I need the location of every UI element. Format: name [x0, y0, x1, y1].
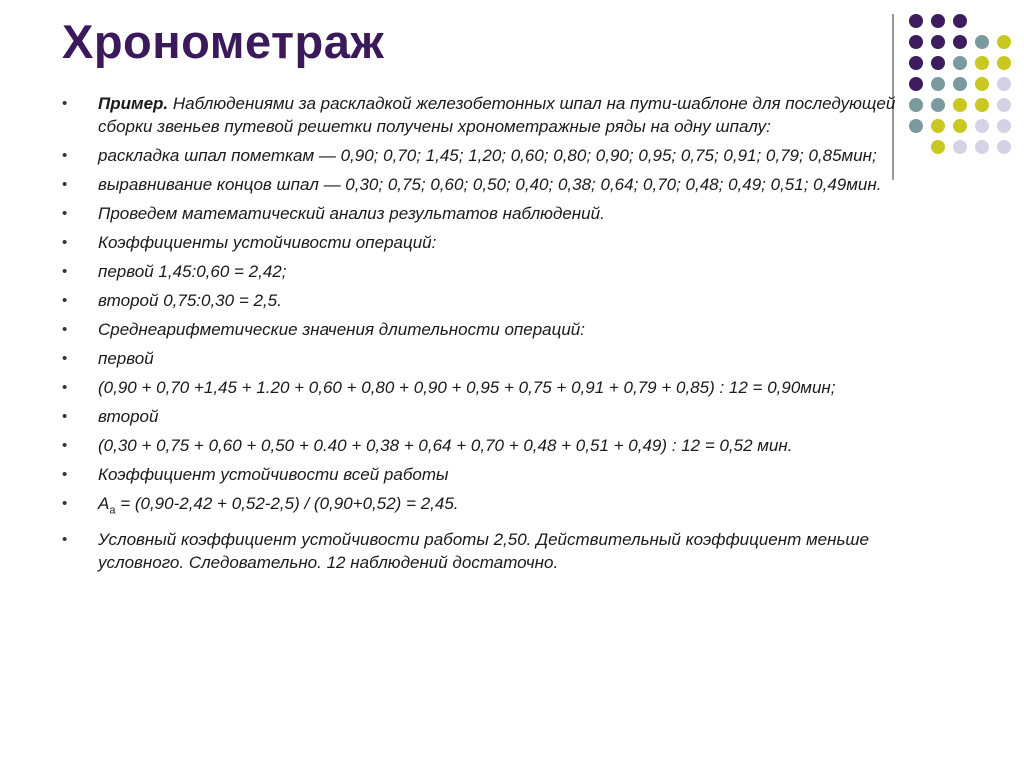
slide-title: Хронометраж — [62, 15, 385, 68]
bullet-icon: • — [62, 321, 68, 338]
list-item-text: второй 0,75:0,30 = 2,5. — [98, 291, 282, 310]
bullet-icon: • — [62, 292, 68, 309]
bullet-icon: • — [62, 263, 68, 280]
list-item — [62, 376, 942, 399]
list-item — [62, 318, 942, 341]
list-item-text: Среднеарифметические значения длительности операций: — [98, 320, 585, 339]
list-item — [62, 289, 942, 312]
list-item-text: (0,90 + 0,70 +1,45 + 1.20 + 0,60 + 0,80 + 0,90 + 0,95 + 0,75 + 0,91 + 0,79 + 0,85) : 12 = 0,90мин; — [98, 378, 836, 397]
list-item-text: = (0,90-2,42 + 0,52-2,5) / (0,90+0,52) = 2,45. — [115, 494, 459, 513]
list-item-text: Проведем математический анализ результатов наблюдений. — [98, 204, 605, 223]
list-item-text: первой — [98, 349, 154, 368]
list-item-text: раскладка шпал пометкам — 0,90; 0,70; 1,45; 1,20; 0,60; 0,80; 0,90; 0,95; 0,75; 0,91; 0,79; 0,85мин; — [98, 146, 877, 165]
list-item — [62, 231, 942, 254]
list-item — [62, 492, 942, 522]
list-item — [62, 260, 942, 283]
list-item — [62, 347, 942, 370]
bullet-icon: • — [62, 234, 68, 251]
list-item — [62, 405, 942, 428]
bullet-icon: • — [62, 466, 68, 483]
list-item — [62, 434, 942, 457]
list-item-text: (0,30 + 0,75 + 0,60 + 0,50 + 0.40 + 0,38 + 0,64 + 0,70 + 0,48 + 0,51 + 0,49) : 12 = 0,52 мин. — [98, 436, 793, 455]
list-item — [62, 92, 942, 138]
bullet-icon: • — [62, 147, 68, 164]
formula-symbol: А — [98, 494, 110, 513]
list-item — [62, 202, 942, 225]
list-item-text: Условный коэффициент устойчивости работы 2,50. Действительный коэффициент меньше условного. Следовательно. 12 наблюдений достаточно. — [98, 530, 869, 573]
bullet-icon: • — [62, 408, 68, 425]
example-label: Пример. — [98, 94, 169, 113]
list-item-text: первой 1,45:0,60 = 2,42; — [98, 262, 287, 281]
bullet-icon: • — [62, 350, 68, 367]
bullet-list — [62, 92, 942, 580]
bullet-icon: • — [62, 205, 68, 222]
bullet-icon: • — [62, 437, 68, 454]
list-item — [62, 528, 942, 574]
list-item — [62, 173, 942, 196]
bullet-icon: • — [62, 495, 68, 512]
list-item-text: Коэффициент устойчивости всей работы — [98, 465, 449, 484]
bullet-icon: • — [62, 176, 68, 193]
bullet-icon: • — [62, 95, 68, 112]
list-item-text: Наблюдениями за раскладкой железобетонных шпал на пути-шаблоне для последующей сборки звеньев путевой решетки получены хронометражные ряды на одну шпалу: — [98, 94, 896, 136]
list-item — [62, 144, 942, 167]
list-item — [62, 463, 942, 486]
list-item-text: Коэффициенты устойчивости операций: — [98, 233, 437, 252]
list-item-text: второй — [98, 407, 159, 426]
bullet-icon: • — [62, 531, 68, 549]
formula-subscript: а — [109, 504, 116, 517]
bullet-icon: • — [62, 379, 68, 396]
list-item-text: выравнивание концов шпал — 0,30; 0,75; 0,60; 0,50; 0,40; 0,38; 0,64; 0,70; 0,48; 0,49; 0,51; 0,49мин. — [98, 175, 882, 194]
